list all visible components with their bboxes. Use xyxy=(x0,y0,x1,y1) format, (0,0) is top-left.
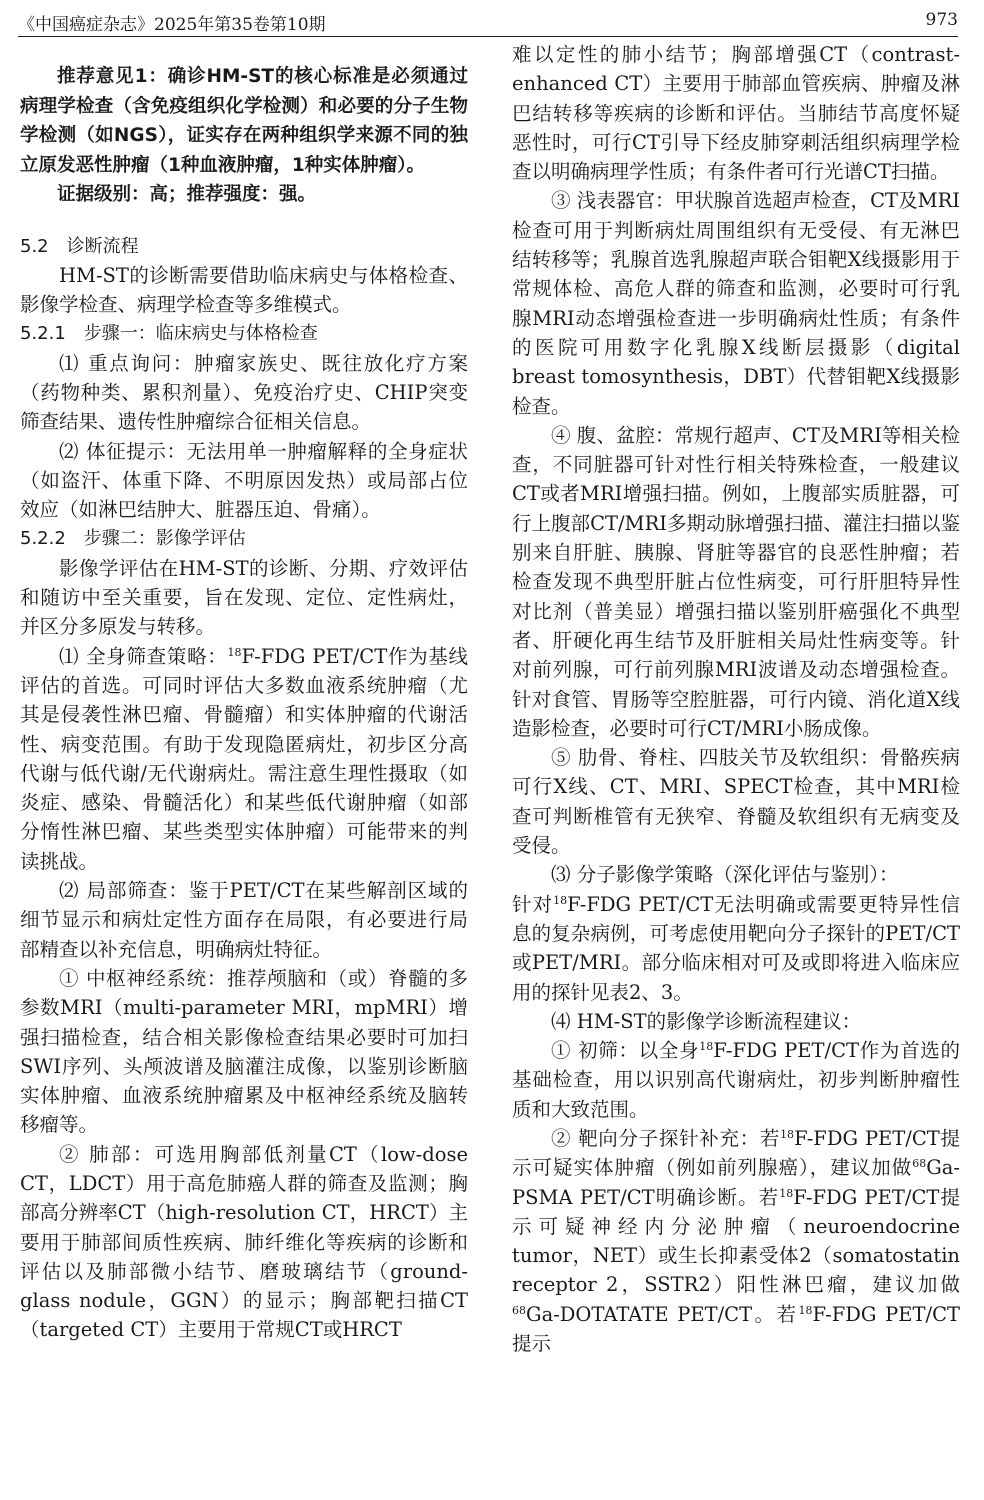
journal-title: 《中国癌症杂志》2025年第35卷第10期 xyxy=(18,15,326,35)
whole-body-lead: ⑴ 全身筛查策略： xyxy=(59,644,228,668)
section-heading-5-2-2: 5.2.2 步骤二：影像学评估 xyxy=(20,528,246,550)
section-heading-5-2-1: 5.2.1 步骤一：临床病史与体格检查 xyxy=(20,323,318,345)
paragraph-abdomen-pelvis: ④ 腹、盆腔：常规行超声、CT及MRI等相关检查，不同脏器可针对性行相关特殊检查，一般建议CT或者MRI增强扫描。例如，上腹部实质脏器，可行上腹部CT/MRI多期动脉增强扫描、灌注扫描以鉴别来自肝脏、胰腺、肾脏等器官的良恶性肿瘤；若检查发现不典型肝脏占位性病变，可行肝胆特异性对比剂（普美显）增强扫描以鉴别肝癌强化不典型者、肝硬化再生结节及肝脏相关局灶性病变等。针对前列腺，可行前列腺MRI波谱及动态增强检查。针对食管、胃肠等空腔脏器，可行内镜、消化道X线造影检查，必要时可行CT/MRI小肠成像。 xyxy=(512,423,960,740)
molecular-body: F-FDG PET/CT无法明确或需要更特异性信息的复杂病例，可考虑使用靶向分子探针的PET/CT或PET/MRI。部分临床相对可及或即将进入临床应用的探针见表2、3。 xyxy=(512,892,960,1004)
evidence-level: 证据级别：高；推荐强度：强。 xyxy=(57,184,317,205)
probe-text-2: F-FDG PET/CT提示可疑实体肿瘤（例如前列腺癌），建议加做 xyxy=(512,1126,960,1180)
whole-body-body: F-FDG PET/CT作为基线评估的首选。可同时评估大多数血液系统肿瘤（尤其是侵袭性淋巴瘤、骨髓瘤）和实体肿瘤的代谢活性、病变范围。有助于发现隐匿病灶，初步区分高代谢与低代谢/无代谢病灶。需注意生理性摄取（如炎症、感染、骨髓活化）和某些低代谢肿瘤（如部分惰性淋巴瘤、某些类型实体肿瘤）可能带来的判读挑战。 xyxy=(20,644,468,873)
running-header xyxy=(18,6,958,37)
probe-text-5: Ga-DOTATATE PET/CT。若 xyxy=(526,1302,799,1326)
paragraph-flow-heading: ⑷ HM-ST的影像学诊断流程建议： xyxy=(551,1009,862,1033)
paragraph-lung-continued: 难以定性的肺小结节；胸部增强CT（contrast-enhanced CT）主要用于肺部血管疾病、肿瘤及淋巴结转移等疾病的诊断和评估。当肺结节高度怀疑恶性时，可行CT引导下经皮肺穿刺活组织病理学检查以明确病理学性质；有条件者可行光谱CT扫描。 xyxy=(512,43,960,184)
paragraph-whole-body-screening xyxy=(20,642,468,876)
probe-text-4: F-FDG PET/CT提示可疑神经内分泌肿瘤（neuroendocrine tumor，NET）或生长抑素受体2（somatostatin receptor 2，SSTR2）阳性淋巴瘤，建议加做 xyxy=(512,1185,960,1297)
paragraph-targeted-probe xyxy=(512,1124,960,1358)
recommendation-1: 推荐意见1：确诊HM-ST的核心标准是必须通过病理学检查（含免疫组织化学检测）和必要的分子生物学检测（如NGS），证实存在两种组织学来源不同的独立原发恶性肿瘤（1种血液肿瘤，1种实体肿瘤）。 xyxy=(20,66,468,176)
paragraph-cns: ① 中枢神经系统：推荐颅脑和（或）脊髓的多参数MRI（multi-parameter MRI，mpMRI）增强扫描检查，结合相关影像检查结果必要时可加扫SWI序列、头颅波谱及脑灌注成像，以鉴别诊断脑实体肿瘤、血液系统肿瘤累及中枢神经系统及脑转移瘤等。 xyxy=(20,966,468,1137)
left-column xyxy=(20,40,468,1345)
paragraph-initial-screening xyxy=(512,1036,960,1124)
isotope-superscript: 18 xyxy=(779,1186,794,1200)
right-column xyxy=(512,40,960,1358)
page-number: 973 xyxy=(925,10,958,30)
isotope-superscript: 18 xyxy=(553,893,568,907)
section-heading-5-2: 5.2 诊断流程 xyxy=(20,235,139,257)
paragraph-molecular-strategy xyxy=(512,890,960,1007)
initial-lead: ① 初筛：以全身 xyxy=(551,1039,700,1063)
paragraph-physical-signs: ⑵ 体征提示：无法用单一肿瘤解释的全身症状（如盗汗、体重下降、不明原因发热）或局部占位效应（如淋巴结肿大、脏器压迫、骨痛）。 xyxy=(20,439,468,522)
isotope-superscript: 18 xyxy=(780,1127,795,1141)
probe-text-3: Ga-PSMA PET/CT明确诊断。若 xyxy=(512,1156,960,1209)
paragraph-imaging-intro: 影像学评估在HM-ST的诊断、分期、疗效评估和随访中至关重要，旨在发现、定位、定性病灶，并区分多原发与转移。 xyxy=(20,556,468,639)
isotope-superscript: 18 xyxy=(227,645,242,659)
isotope-superscript: 68 xyxy=(912,1157,927,1171)
paragraph-molecular-heading: ⑶ 分子影像学策略（深化评估与鉴别）： xyxy=(551,863,899,887)
probe-text-1: ② 靶向分子探针补充：若 xyxy=(551,1126,781,1150)
paragraph-lung: ② 肺部：可选用胸部低剂量CT（low-dose CT，LDCT）用于高危肺癌人群的筛查及监测；胸部高分辨率CT（high-resolution CT，HRCT）主要用于肺部间质性疾病、肺纤维化等疾病的诊断和评估以及肺部微小结节、磨玻璃结节（ground-glass nodule，GGN）的显示；胸部靶扫描CT（targeted CT）主要用于常规CT或HRCT xyxy=(20,1142,468,1342)
paragraph-bone-soft-tissue: ⑤ 肋骨、脊柱、四肢关节及软组织：骨骼疾病可行X线、CT、MRI、SPECT检查，其中MRI检查可判断椎管有无狭窄、脊髓及软组织有无病变及受侵。 xyxy=(512,746,960,858)
isotope-superscript: 18 xyxy=(699,1040,714,1054)
probe-text-6: F-FDG PET/CT提示 xyxy=(512,1302,960,1356)
paragraph-local-screening: ⑵ 局部筛查：鉴于PET/CT在某些解剖区域的细节显示和病灶定性方面存在局限，有必要进行局部精查以补充信息，明确病灶特征。 xyxy=(20,879,468,961)
isotope-superscript: 18 xyxy=(798,1303,813,1317)
paragraph-diagnosis-intro: HM-ST的诊断需要借助临床病史与体格检查、影像学检查、病理学检查等多维模式。 xyxy=(20,263,468,317)
molecular-lead: 针对 xyxy=(512,892,554,916)
paragraph-superficial-organs: ③ 浅表器官：甲状腺首选超声检查，CT及MRI检查可用于判断病灶周围组织有无受侵、有无淋巴结转移等；乳腺首选乳腺超声联合钼靶X线摄影用于常规体检、高危人群的筛查和监测，必要时可行乳腺MRI动态增强检查进一步明确病灶性质；有条件的医院可用数字化乳腺X线断层摄影（digital breast tomosynthesis，DBT）代替钼靶X线摄影检查。 xyxy=(512,189,960,418)
initial-body: F-FDG PET/CT作为首选的基础检查，用以识别高代谢病灶，初步判断肿瘤性质和大致范围。 xyxy=(512,1039,961,1121)
paragraph-key-inquiry: ⑴ 重点询问：肿瘤家族史、既往放化疗方案（药物种类、累积剂量）、免疫治疗史、CHIP突变筛查结果、遗传性肿瘤综合征相关信息。 xyxy=(20,351,468,434)
isotope-superscript: 68 xyxy=(512,1303,526,1317)
